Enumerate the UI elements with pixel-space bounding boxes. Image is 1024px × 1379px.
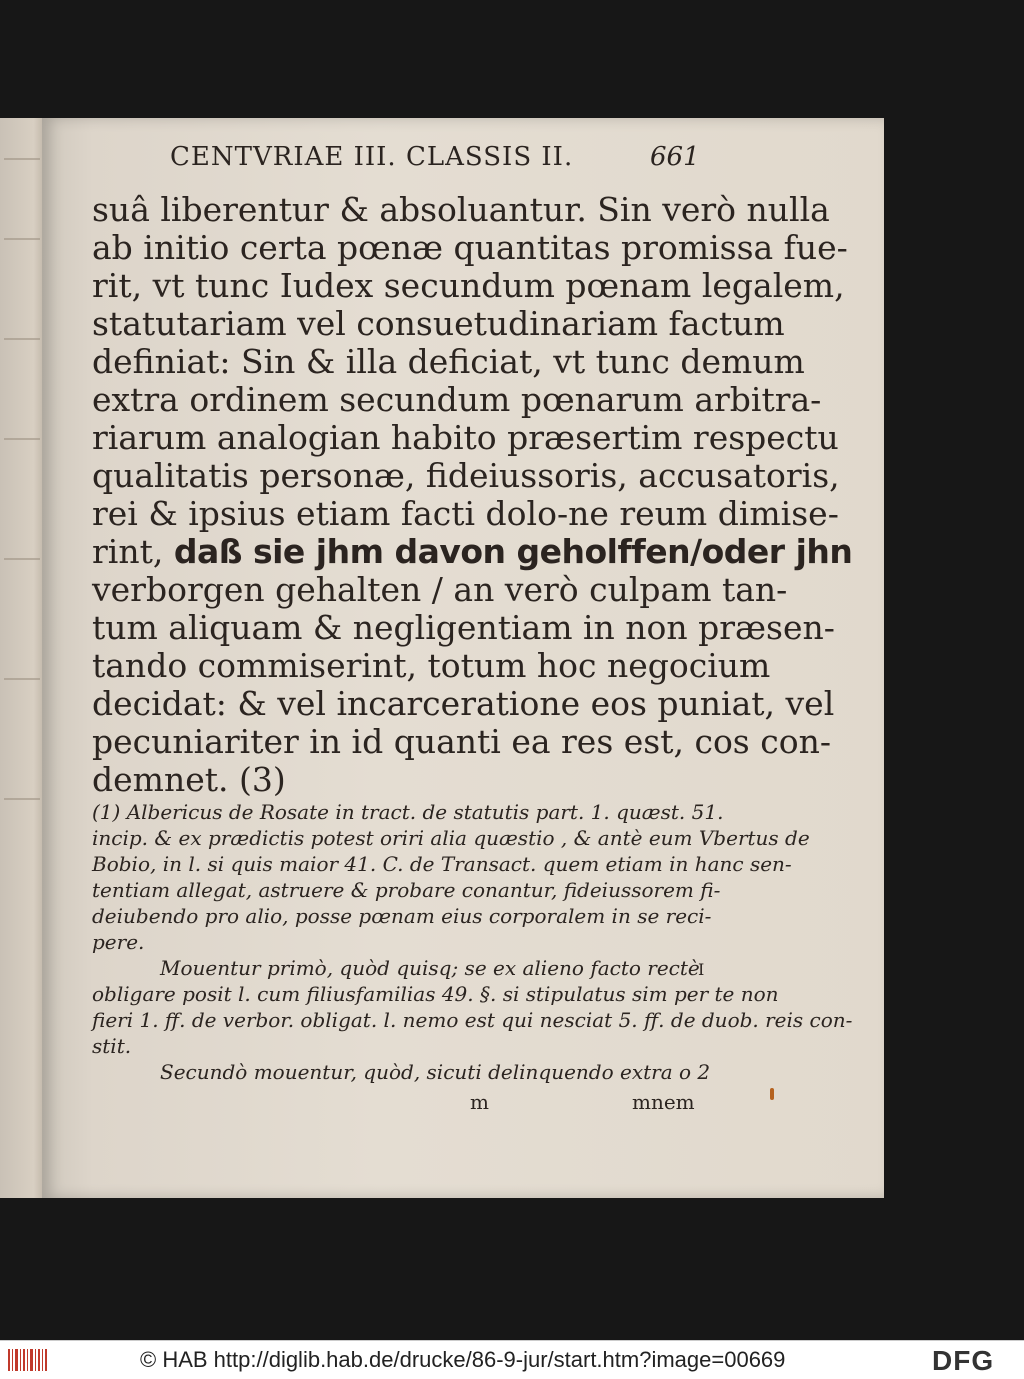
- body-line: riarum analogian habito præsertim respectu: [92, 418, 839, 457]
- body-line: rit, vt tunc Iudex secundum pœnam legalem,: [92, 266, 845, 305]
- body-line: pecuniariter in id quanti ea res est, cos con-: [92, 722, 831, 761]
- body-line: verborgen gehalten / an verò culpam tan-: [92, 570, 788, 609]
- note-line: stit.: [92, 1034, 132, 1058]
- dfg-logo: DFG: [932, 1345, 995, 1376]
- running-head: CENTVRIAE III. CLASSIS II.: [170, 142, 574, 172]
- ink-stain: [770, 1088, 774, 1100]
- german-phrase: daß sie jhm davon geholffen/oder jhn: [173, 532, 853, 571]
- body-line: statutariam vel consuetudinariam factum: [92, 304, 785, 343]
- body-line-start: rint,: [92, 532, 164, 571]
- note-line: tentiam allegat, astruere & probare conantur, fideiussorem fi-: [92, 878, 721, 902]
- body-line: [92, 532, 852, 571]
- body-line: definiat: Sin & illa deficiat, vt tunc demum: [92, 342, 805, 381]
- body-line: extra ordinem secundum pœnarum arbitra-: [92, 380, 822, 419]
- body-line: demnet. (3): [92, 760, 286, 799]
- body-line: rei & ipsius etiam facti dolo-ne reum dimise-: [92, 494, 839, 533]
- body-line: tum aliquam & negligentiam in non præsen-: [92, 608, 835, 647]
- barcode-icon: [6, 1346, 48, 1374]
- note-line: (1) Albericus de Rosate in tract. de statutis part. 1. quæst. 51.: [92, 800, 724, 824]
- note-line: pere.: [92, 930, 145, 954]
- note-line: obligare posit l. cum filiusfamilias 49. §. si stipulatus sim per te non: [92, 982, 779, 1006]
- note-line: Bobio, in l. si quis maior 41. C. de Transact. quem etiam in hanc sen-: [92, 852, 792, 876]
- body-line: ab initio certa pœnæ quantitas promissa fue-: [92, 228, 848, 267]
- note-line: Secundò mouentur, quòd, sicuti delinquendo extra o 2: [160, 1060, 711, 1084]
- body-line: suâ liberentur & absoluantur. Sin verò nulla: [92, 190, 830, 229]
- body-line: qualitatis personæ, fideiussoris, accusatoris,: [92, 456, 840, 495]
- catchword-left: m: [470, 1090, 489, 1114]
- note-line: Mouentur primò, quòd quisq; se ex alieno facto rectè: [160, 956, 700, 980]
- body-line: decidat: & vel incarceratione eos puniat, vel: [92, 684, 835, 723]
- page-number: 661: [650, 142, 700, 172]
- note-line: incip. & ex prædictis potest oriri alia quæstio , & antè eum Vbertus de: [92, 826, 810, 850]
- note-line: fieri 1. ff. de verbor. obligat. l. nemo est qui nesciat 5. ff. de duob. reis con-: [92, 1008, 853, 1032]
- footer-bar: [0, 1340, 1024, 1379]
- margin-note: I: [698, 960, 705, 979]
- copyright-text: © HAB http://diglib.hab.de/drucke/86-9-jur/start.htm?image=00669: [140, 1347, 786, 1372]
- note-line: deiubendo pro alio, posse pœnam eius corporalem in se reci-: [92, 904, 712, 928]
- body-line: tando commiserint, totum hoc negocium: [92, 646, 771, 685]
- catchword: mnem: [632, 1090, 695, 1114]
